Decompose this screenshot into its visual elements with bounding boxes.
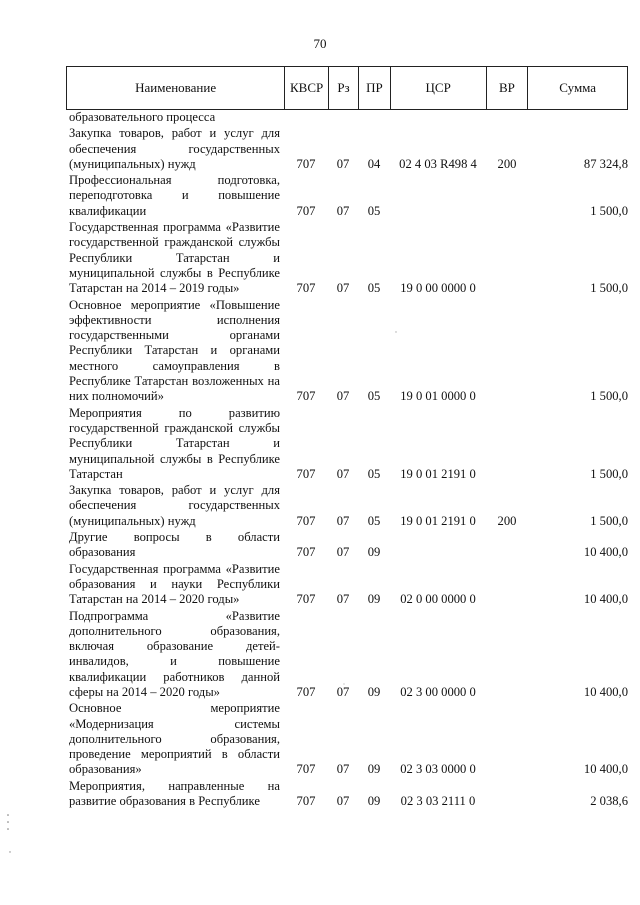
column-header-sum: Сумма (527, 67, 627, 109)
row-kvsr: 707 (296, 389, 316, 404)
row-sum: 1 500,0 (590, 281, 628, 296)
row-pr: 05 (367, 203, 381, 218)
row-vr: 200 (497, 156, 517, 171)
row-rz: 07 (336, 281, 350, 296)
row-pr: 05 (367, 389, 381, 404)
row-kvsr: 707 (296, 281, 316, 296)
row-kvsr: 707 (296, 513, 316, 528)
row-kvsr: 707 (296, 592, 316, 607)
row-name: Основное мероприятие «Модернизация системы дополнительного образования, проведение мероприятий в области образования» (69, 701, 280, 777)
row-name: Закупка товаров, работ и услуг для обеспечения государственных (муниципальных) нужд (69, 126, 280, 171)
row-sum: 1 500,0 (590, 203, 628, 218)
row-kvsr: 707 (296, 466, 316, 481)
row-name: Закупка товаров, работ и услуг для обеспечения государственных (муниципальных) нужд (69, 483, 280, 528)
row-pr: 09 (367, 762, 381, 777)
row-vr: 200 (497, 513, 517, 528)
column-header-rz: Рз (328, 67, 358, 109)
row-kvsr: 707 (296, 794, 316, 809)
column-header-vr: ВР (486, 67, 528, 109)
row-rz: 07 (336, 389, 350, 404)
row-sum: 1 500,0 (590, 466, 628, 481)
row-rz: 07 (336, 762, 350, 777)
row-sum: 87 324,8 (583, 156, 628, 171)
row-sum: 1 500,0 (590, 389, 628, 404)
row-rz: 07 (336, 592, 350, 607)
column-header-pr: ПР (358, 67, 390, 109)
row-csr: 02 4 03 R498 4 (399, 156, 477, 171)
row-sum: 10 400,0 (583, 684, 628, 699)
row-name: Мероприятия по развитию государственной гражданской службы Республики Татарстан и муниципальной службы в Республике Татарстан (69, 405, 280, 481)
row-name: Государственная программа «Развитие государственной гражданской службы Республики Татарстан и муниципальной службы в Республике Татарстан на 2014 – 2019 годы» (69, 220, 280, 296)
row-pr: 05 (367, 281, 381, 296)
row-csr: 02 3 03 2111 0 (400, 794, 476, 809)
row-csr: 19 0 01 0000 0 (400, 389, 476, 404)
column-header-csr: ЦСР (390, 67, 486, 109)
row-name: Подпрограмма «Развитие дополнительного образования, включая образование детей-инвалидов, и повышение квалификации работников данной сферы на 2014 – 2020 годы» (69, 608, 280, 699)
row-name: Основное мероприятие «Повышение эффективности исполнения государственными органами Республики Татарстан и органами местного самоуправления в Республике Татарстан возложенных на них полномочий» (69, 297, 280, 404)
row-csr: 19 0 01 2191 0 (400, 466, 476, 481)
row-rz: 07 (336, 156, 350, 171)
row-name: Другие вопросы в области образования (69, 530, 280, 560)
row-pr: 09 (367, 794, 381, 809)
row-kvsr: 707 (296, 545, 316, 560)
row-sum: 2 038,6 (590, 794, 628, 809)
row-kvsr: 707 (296, 203, 316, 218)
row-pr: 09 (367, 592, 381, 607)
row-pr: 09 (367, 545, 381, 560)
row-csr: 02 3 00 0000 0 (400, 684, 476, 699)
column-header-name: Наименование (135, 80, 217, 95)
row-csr: 19 0 01 2191 0 (400, 513, 476, 528)
row-sum: 10 400,0 (583, 762, 628, 777)
row-kvsr: 707 (296, 156, 316, 171)
row-rz: 07 (336, 203, 350, 218)
row-kvsr: 707 (296, 684, 316, 699)
row-csr: 19 0 00 0000 0 (400, 281, 476, 296)
row-sum: 1 500,0 (590, 513, 628, 528)
row-name: Государственная программа «Развитие образования и науки Республики Татарстан на 2014 – 2020 годы» (69, 561, 280, 607)
page-number: 70 (313, 36, 327, 51)
row-csr: 02 0 00 0000 0 (400, 592, 476, 607)
row-pr: 09 (367, 684, 381, 699)
row-pr: 05 (367, 466, 381, 481)
column-header-kvsr: КВСР (284, 67, 328, 109)
row-pr: 05 (367, 513, 381, 528)
row-name: Мероприятия, направленные на развитие образования в Республике (69, 778, 280, 809)
row-rz: 07 (336, 684, 350, 699)
row-name: Профессиональная подготовка, переподготовка и повышение квалификации (69, 173, 280, 218)
row-kvsr: 707 (296, 762, 316, 777)
row-rz: 07 (336, 513, 350, 528)
row-sum: 10 400,0 (583, 545, 628, 560)
row-rz: 07 (336, 794, 350, 809)
row-name: образовательного процесса (69, 110, 216, 124)
row-rz: 07 (336, 466, 350, 481)
row-pr: 04 (367, 156, 381, 171)
row-sum: 10 400,0 (583, 592, 628, 607)
row-rz: 07 (336, 545, 350, 560)
row-csr: 02 3 03 0000 0 (400, 762, 476, 777)
